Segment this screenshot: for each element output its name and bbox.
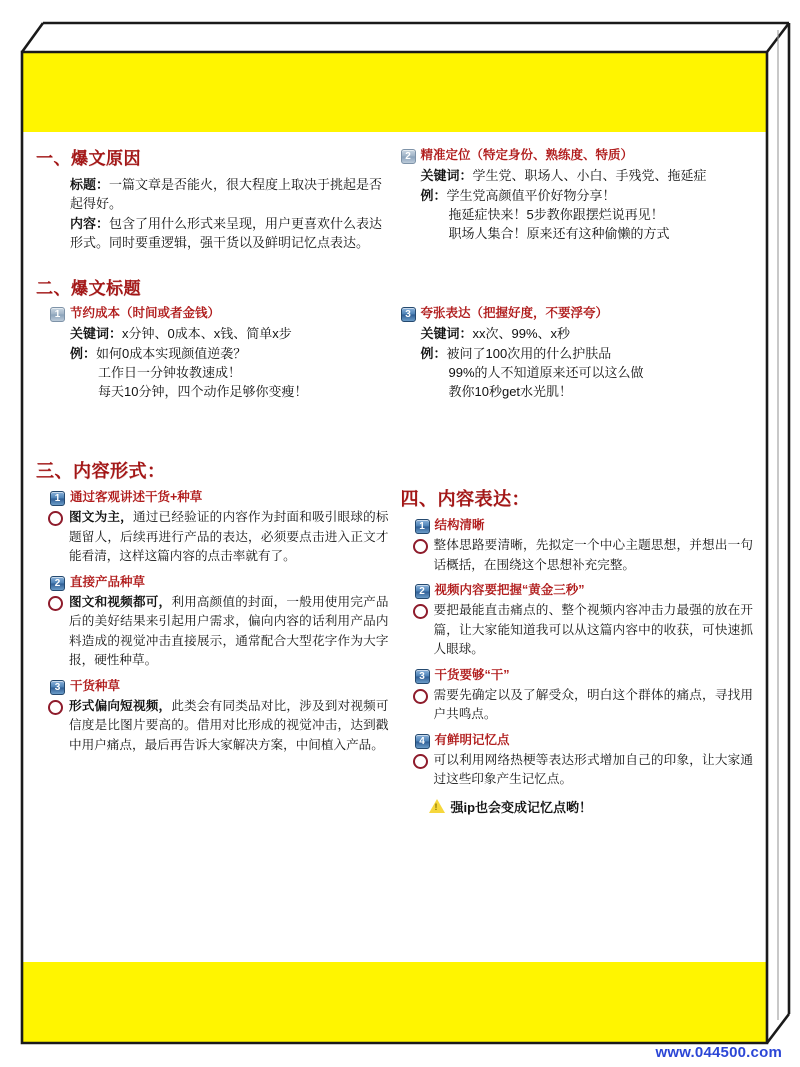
- number-badge-icon: 2: [415, 584, 430, 599]
- bullet-body: 此类会有同类品对比，涉及到对视频可信度是比图片要高的。借用对比形成的视觉冲击，达到戳中用户痛点，最后再告诉大家解决方案，中间植入产品。: [69, 698, 389, 752]
- item-heading: 节约成本（时间或者金钱）: [70, 306, 221, 320]
- number-badge-icon: 1: [50, 491, 65, 506]
- section-bao-wen-yuan-yin: [36, 144, 389, 252]
- number-badge-icon: 3: [415, 669, 430, 684]
- example-row: [421, 344, 754, 363]
- number-badge-icon: 4: [415, 734, 430, 749]
- item-heading: 精准定位（特定身份、熟练度、特质）: [420, 148, 634, 162]
- bullet-paragraph: [413, 686, 754, 725]
- item-heading: 有鲜明记忆点: [434, 732, 510, 747]
- bullet-text: [69, 593, 389, 671]
- circle-bullet-icon: [413, 539, 428, 554]
- section-title: 一、爆文原因: [36, 149, 141, 168]
- example-line: 工作日一分钟妆教速成！: [98, 365, 242, 380]
- bullet-lead: 形式偏向短视频，: [69, 698, 172, 713]
- example-text: 如何0成本实现颜值逆袭？: [96, 346, 247, 361]
- numbered-item-header: [415, 667, 754, 684]
- item-kua-zhang-biao-da: [401, 305, 754, 401]
- section-nei-rong-xing-shi: [36, 457, 389, 755]
- number-badge-icon: 1: [415, 519, 430, 534]
- bullet-text: 可以利用网络热梗等表达形式增加自己的印象，让大家通过这些印象产生记忆点。: [433, 752, 753, 786]
- warning-triangle-icon: [429, 799, 445, 813]
- bullet-paragraph: [413, 751, 754, 790]
- example-text: 被问了100次用的什么护肤品: [446, 346, 612, 361]
- section-title: 三、内容形式：: [36, 461, 166, 481]
- pair-row: [70, 175, 389, 213]
- example-row: [421, 186, 754, 205]
- bullet-text: [69, 697, 389, 756]
- bullet-paragraph: [48, 508, 389, 567]
- section-bao-wen-biao-ti: [36, 274, 389, 401]
- numbered-item-header: [50, 489, 389, 506]
- item-heading: 直接产品种草: [70, 574, 146, 589]
- bullet-paragraph: [413, 601, 754, 660]
- number-badge-icon: 3: [401, 307, 416, 322]
- keyword-label: 关键词：: [420, 326, 473, 341]
- pair-row: [70, 214, 389, 252]
- numbered-item-header: [401, 147, 754, 164]
- example-label: 例：: [420, 346, 447, 361]
- pair-label: 标题：: [70, 177, 110, 192]
- bullet-body: 利用高颜值的封面，一般用使用完产品后的美好结果来引起用户需求，偏向内容的话利用产品内料造成的视觉冲击直接展示，通常配合大型花字作为大字报，硬性种草。: [69, 594, 389, 667]
- left-column: [22, 138, 395, 962]
- item-heading: 干货要够“干”: [434, 667, 510, 682]
- item-heading: 夸张表达（把握好度，不要浮夸）: [420, 306, 609, 320]
- example-line: 职场人集合！原来还有这种偷懒的方式: [448, 226, 670, 241]
- keyword-text: 学生党、职场人、小白、手残党、拖延症: [472, 168, 707, 183]
- bullet-text: 要把最能直击痛点的、整个视频内容冲击力最强的放在开篇，让大家能知道我可以从这篇内容中的收获，可快速抓人眼球。: [433, 603, 753, 656]
- bullet-paragraph: [413, 536, 754, 575]
- example-text: 学生党高颜值平价好物分享！: [446, 188, 616, 203]
- numbered-item-header: [50, 574, 389, 591]
- number-badge-icon: 2: [50, 576, 65, 591]
- numbered-item-header: [50, 305, 389, 322]
- numbered-item-header: [401, 305, 754, 322]
- number-badge-icon: 3: [50, 680, 65, 695]
- keyword-text: x分钟、0成本、x钱、简单x步: [122, 326, 292, 341]
- content-area: [22, 132, 767, 962]
- bullet-text: 需要先确定以及了解受众，明白这个群体的痛点，寻找用户共鸣点。: [433, 687, 753, 721]
- circle-bullet-icon: [48, 511, 63, 526]
- numbered-item-header: [50, 678, 389, 695]
- numbered-item-header: [415, 517, 754, 534]
- bullet-text: 整体思路要清晰，先拟定一个中心主题思想，并想出一句话概括，在围绕这个思想补充完整。: [433, 538, 753, 572]
- bullet-body: 通过已经验证的内容作为封面和吸引眼球的标题留人，后续再进行产品的表达，必须要点击进入正文才能看清，这样这篇内容的点击率就有了。: [69, 510, 389, 563]
- example-line: 99%的人不知道原来还可以这么做: [448, 365, 644, 380]
- item-heading: 通过客观讲述干货+种草: [70, 490, 203, 504]
- numbered-item-header: [415, 732, 754, 749]
- bullet-lead: 图文为主，: [69, 510, 133, 524]
- circle-bullet-icon: [413, 689, 428, 704]
- item-heading: 视频内容要把握“黄金三秒”: [434, 583, 585, 597]
- pair-text: 一篇文章是否能火，很大程度上取决于挑起是否起得好。: [70, 177, 383, 211]
- pair-text: 包含了用什么形式来呈现，用户更喜欢什么表达形式。同时要重逻辑，强干货以及鲜明记忆点表达。: [70, 216, 383, 250]
- top-yellow-band: [22, 52, 767, 132]
- circle-bullet-icon: [48, 596, 63, 611]
- item-heading: 结构清晰: [434, 518, 485, 532]
- bullet-paragraph: [48, 697, 389, 756]
- warning-note: [429, 797, 754, 816]
- warning-text: 强ip也会变成记忆点哟！: [450, 799, 593, 815]
- number-badge-icon: 1: [50, 307, 65, 322]
- numbered-item-header: [415, 582, 754, 599]
- example-label: 例：: [70, 346, 97, 361]
- bottom-yellow-band: [22, 962, 767, 1043]
- keyword-row: [421, 166, 754, 185]
- section-title: 四、内容表达：: [400, 489, 530, 509]
- right-column: [395, 138, 768, 962]
- item-heading: 干货种草: [70, 678, 121, 693]
- example-label: 例：: [420, 188, 447, 203]
- number-badge-icon: 2: [401, 149, 416, 164]
- bullet-paragraph: [48, 593, 389, 671]
- example-line: 拖延症快来！5步教你跟摆烂说再见！: [448, 207, 664, 222]
- watermark: www.044500.com: [655, 1044, 782, 1061]
- bullet-lead: 图文和视频都可，: [69, 594, 172, 609]
- circle-bullet-icon: [413, 754, 428, 769]
- section-title: 二、爆文标题: [36, 279, 141, 298]
- keyword-label: 关键词：: [70, 326, 123, 341]
- circle-bullet-icon: [413, 604, 428, 619]
- example-row: [70, 344, 389, 363]
- example-line: 教你10秒get水光肌！: [448, 384, 573, 399]
- keyword-row: [70, 324, 389, 343]
- item-jing-zhun-ding-wei: [401, 147, 754, 243]
- circle-bullet-icon: [48, 700, 63, 715]
- bullet-text: [69, 508, 389, 567]
- keyword-row: [421, 324, 754, 343]
- keyword-text: xx次、99%、x秒: [472, 326, 571, 341]
- pair-label: 内容：: [70, 216, 110, 231]
- keyword-label: 关键词：: [420, 168, 473, 183]
- section-nei-rong-biao-da: [401, 485, 754, 816]
- example-line: 每天10分钟，四个动作足够你变瘦！: [98, 384, 308, 399]
